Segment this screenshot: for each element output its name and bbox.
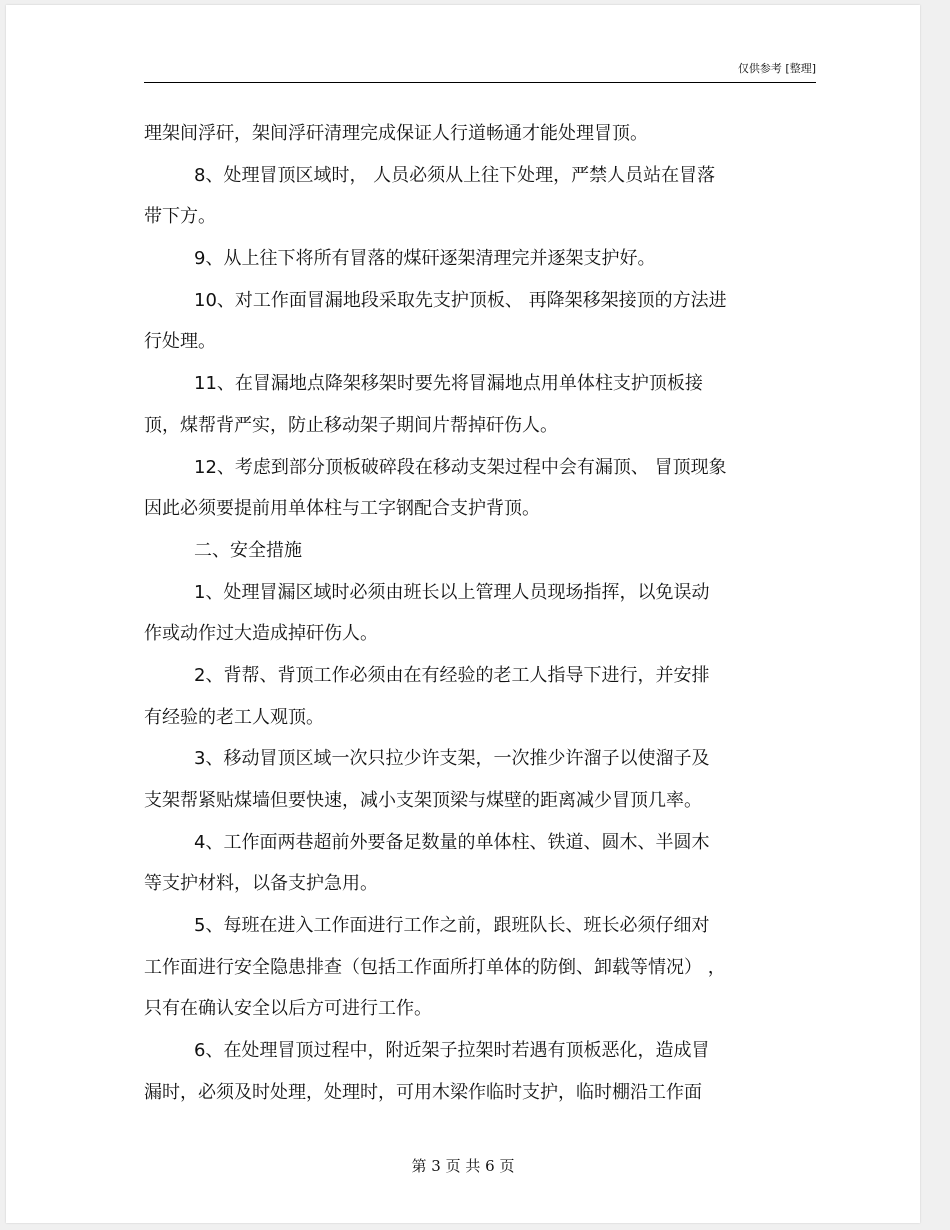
text-line: 支架帮紧贴煤墙但要快速，减小支架顶梁与煤壁的距离减少冒顶几率。 — [144, 790, 702, 811]
text-line: 行处理。 — [144, 331, 216, 353]
body-text — [144, 113, 824, 1114]
page-number: 第 3 页 共 6 页 — [411, 1157, 515, 1175]
document-page — [6, 5, 920, 1223]
text-line: 10、对工作面冒漏地段采取先支护顶板、 再降架移架接顶的方法进 — [194, 289, 727, 311]
text-line: 有经验的老工人观顶。 — [144, 706, 324, 728]
text-line: 工作面进行安全隐患排查（包括工作面所打单体的防倒、卸载等情况） ， — [144, 956, 726, 978]
text-line: 5、每班在进入工作面进行工作之前，跟班队长、班长必须仔细对 — [194, 915, 710, 937]
text-line: 6、在处理冒顶过程中，附近架子拉架时若遇有顶板恶化，造成冒 — [194, 1040, 710, 1062]
text-line: 等支护材料，以备支护急用。 — [144, 873, 378, 895]
text-line: 顶，煤帮背严实，防止移动架子期间片帮掉矸伤人。 — [144, 414, 558, 436]
text-line: 11、在冒漏地点降架移架时要先将冒漏地点用单体柱支护顶板接 — [194, 373, 703, 395]
text-line: 只有在确认安全以后方可进行工作。 — [144, 998, 432, 1020]
text-line: 漏时，必须及时处理，处理时，可用木梁作临时支护，临时棚沿工作面 — [144, 1081, 702, 1103]
text-line: 1、处理冒漏区域时必须由班长以上管理人员现场指挥，以免误动 — [194, 581, 710, 603]
text-line: 9、从上往下将所有冒落的煤矸逐架清理完并逐架支护好。 — [194, 248, 656, 270]
text-line: 因此必须要提前用单体柱与工字钢配合支护背顶。 — [144, 498, 540, 520]
text-line: 8、处理冒顶区域时， 人员必须从上往下处理，严禁人员站在冒落 — [194, 164, 716, 186]
text-line: 作或动作过大造成掉矸伤人。 — [144, 623, 378, 645]
text-line: 理架间浮矸，架间浮矸清理完成保证人行道畅通才能处理冒顶。 — [144, 123, 648, 144]
page-header — [144, 60, 816, 83]
text-line: 3、移动冒顶区域一次只拉少许支架，一次推少许溜子以使溜子及 — [194, 748, 710, 770]
header-text: 仅供参考 [整理] — [737, 62, 816, 75]
text-line: 二、安全措施 — [194, 539, 302, 561]
page-footer — [6, 1155, 920, 1176]
text-line: 4、工作面两巷超前外要备足数量的单体柱、铁道、圆木、半圆木 — [194, 831, 710, 853]
text-line: 12、考虑到部分顶板破碎段在移动支架过程中会有漏顶、 冒顶现象 — [194, 456, 727, 478]
text-line: 带下方。 — [144, 206, 216, 228]
text-line: 2、背帮、背顶工作必须由在有经验的老工人指导下进行，并安排 — [194, 664, 710, 686]
